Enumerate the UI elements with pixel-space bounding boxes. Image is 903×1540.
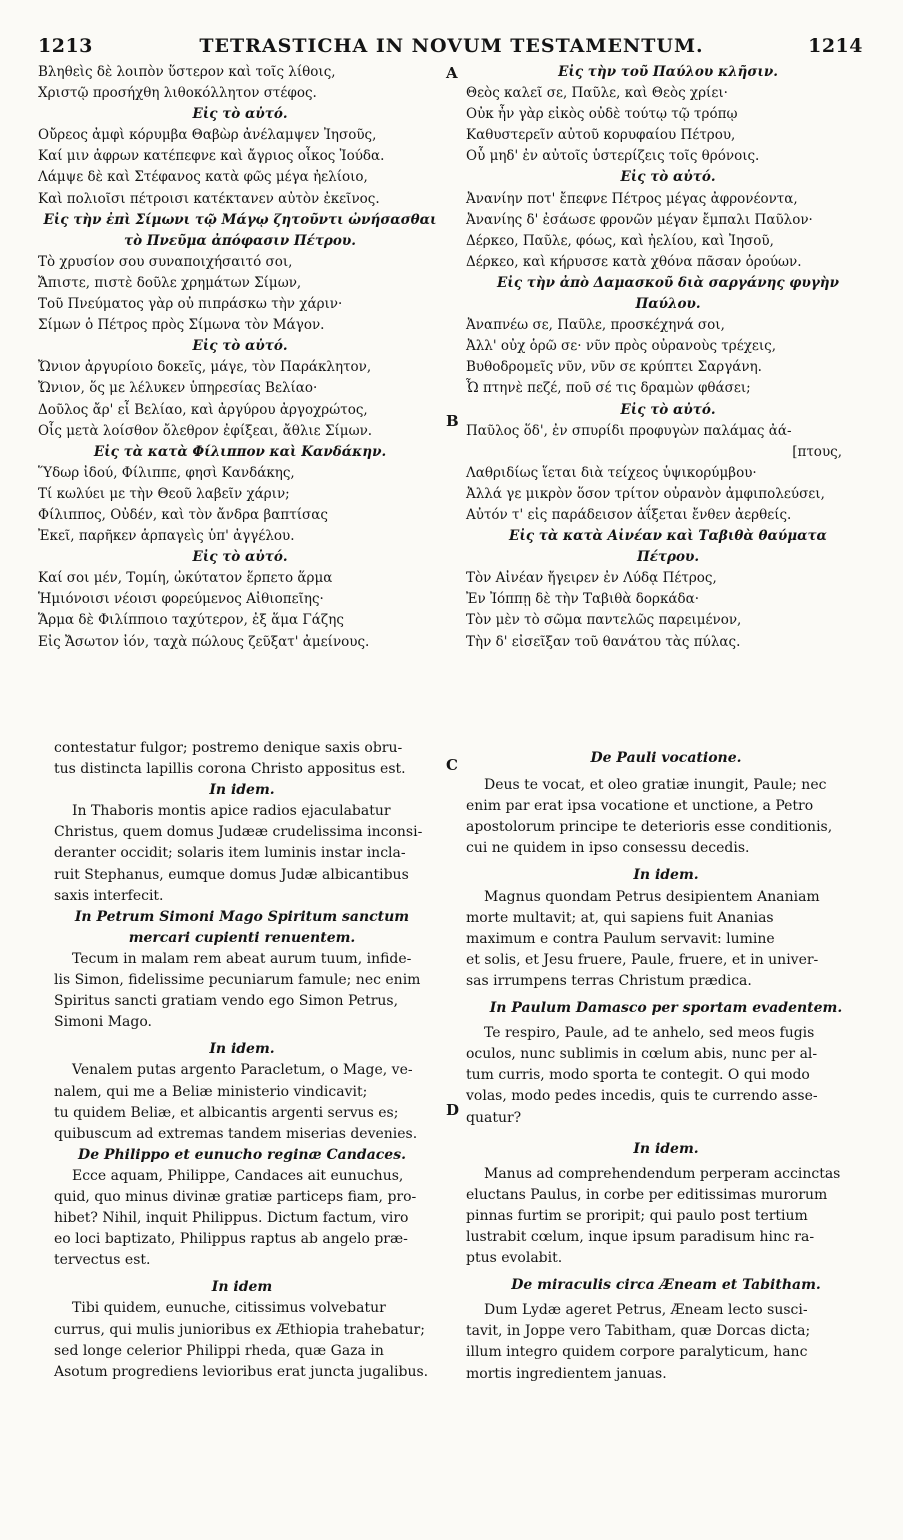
- section-heading: De Philippo et eunucho reginæ Candaces.: [78, 1146, 406, 1163]
- latin-line: Spiritus sancti gratiam vendo ego Simon Petrus,: [54, 993, 399, 1010]
- greek-line: Καὶ πολιοῖσι πέτροισι κατέκτανεν αὐτὸν ἐκεῖνος.: [38, 190, 380, 207]
- greek-line: Τὸ χρυσίον σου συναποιχήσαιτό σοι,: [38, 253, 293, 270]
- latin-column-left: [54, 738, 430, 1383]
- greek-line: Ἐν Ἰόππῃ δὲ τὴν Ταβιθὰ δορκάδα·: [466, 591, 700, 608]
- section-heading: De miraculis circa Æneam et Tabitham.: [511, 1277, 821, 1294]
- greek-line: Ἅρμα δὲ Φιλίπποιο ταχύτερον, ἐξ ἅμα Γάζης: [38, 612, 344, 629]
- section-heading: In idem.: [633, 1140, 699, 1157]
- latin-line: quid, quo minus divinæ gratiæ particeps fiam, pro-: [54, 1188, 417, 1205]
- latin-line: tu quidem Beliæ, et albicantis argenti servus es;: [54, 1104, 399, 1121]
- latin-line: illum integro quidem corpore paralyticum, hanc: [466, 1344, 808, 1361]
- greek-line: Ὦ πτηνὲ πεζέ, ποῦ σέ τις δραμὼν φθάσει;: [466, 380, 751, 397]
- section-heading: Εἰς τὸ αὐτό.: [192, 549, 288, 566]
- greek-line: Ἀναπνέω σε, Παῦλε, προσκέχηνά σοι,: [466, 317, 725, 334]
- page-number-left: 1213: [38, 35, 93, 57]
- greek-line: Βυθοδρομεῖς νῦν, νῦν σε κρύπτει Σαργάνη.: [466, 359, 762, 376]
- section-heading: τὸ Πνεῦμα ἀπόφασιν Πέτρου.: [124, 232, 356, 249]
- latin-line: et solis, et Jesu fruere, Paule, fruere, et in univer-: [466, 951, 819, 968]
- margin-letter: A: [446, 64, 458, 82]
- latin-line: saxis interfecit.: [54, 887, 164, 904]
- latin-line: sed longe celerior Philippi rheda, quæ Gaza in: [54, 1342, 384, 1359]
- greek-line: Καθυστερεῖν αὐτοῦ κορυφαίου Πέτρου,: [466, 127, 736, 144]
- greek-line: Χριστῷ προσήχθη λιθοκόλλητον στέφος.: [38, 85, 317, 102]
- section-heading: In Paulum Damasco per sportam evadentem.: [489, 1000, 843, 1017]
- greek-line: Οὗ μηδ' ἐν αὐτοῖς ὑστερίζεις τοῖς θρόνοις.: [466, 148, 760, 165]
- greek-line: Τὸν μὲν τὸ σῶμα παντελῶς παρειμένον,: [466, 612, 742, 629]
- greek-line: Τὴν δ' εἰσεῖξαν τοῦ θανάτου τὰς πύλας.: [466, 633, 741, 650]
- section-heading: Εἰς τὸ αὐτό.: [620, 401, 716, 418]
- greek-line: Θεὸς καλεῖ σε, Παῦλε, καὶ Θεὸς χρίει·: [466, 85, 728, 102]
- latin-line: currus, qui mulis junioribus ex Æthiopia trahebatur;: [54, 1321, 425, 1338]
- latin-line: lis Simon, fidelissime pecuniarum famule; nec enim: [54, 972, 421, 989]
- latin-line: Manus ad comprehendendum perperam accinctas: [484, 1165, 841, 1182]
- latin-line: tum curris, modo sporta te contegit. O qui modo: [466, 1067, 810, 1084]
- section-heading: Εἰς τὸ αὐτό.: [620, 169, 716, 186]
- greek-line: Οἷς μετὰ λοίσθον ὄλεθρον ἐφίξεαι, ἄθλιε Σίμων.: [38, 422, 373, 439]
- latin-line: mortis ingredientem januas.: [466, 1365, 667, 1382]
- latin-line: lustrabit cœlum, inque ipsum paradisum hinc ra-: [466, 1228, 815, 1245]
- latin-line: sas irrumpens terras Christum prædica.: [466, 972, 752, 989]
- running-title: TETRASTICHA IN NOVUM TESTAMENTUM.: [199, 35, 704, 57]
- greek-line: Οὐκ ἦν γὰρ εἰκὸς οὐδὲ τούτῳ τῷ τρόπῳ: [466, 106, 738, 123]
- section-heading: Πέτρου.: [636, 549, 700, 566]
- latin-line: nalem, qui me a Beliæ ministerio vindicavit;: [54, 1083, 368, 1100]
- greek-line: Ἀνανίην ποτ' ἔπεφνε Πέτρος μέγας ἀφρονέοντα,: [466, 190, 798, 207]
- latin-line: Deus te vocat, et oleo gratiæ inungit, Paule; nec: [484, 777, 827, 794]
- section-heading: In idem.: [209, 1041, 275, 1058]
- margin-letter: C: [446, 756, 458, 774]
- margin-letter: D: [446, 1101, 460, 1119]
- section-heading: Παύλου.: [635, 296, 701, 313]
- latin-line: Dum Lydæ ageret Petrus, Æneam lecto susci-: [484, 1302, 808, 1319]
- latin-line: Magnus quondam Petrus desipientem Ananiam: [484, 888, 820, 905]
- greek-line: Δέρκεο, Παῦλε, φόως, καὶ ἠελίου, καὶ Ἰησοῦ,: [466, 232, 774, 249]
- greek-line: Ἡμιόνοισι νέοισι φορεύμενος Αἰθιοπεῖης·: [38, 591, 324, 608]
- latin-line: enim par erat ipsa vocatione et unctione, a Petro: [466, 798, 814, 815]
- greek-line: Λαθριδίως ἵεται διὰ τείχεος ὑψικορύμβου·: [466, 464, 757, 481]
- latin-line: eluctans Paulus, in corbe per editissimas murorum: [466, 1186, 828, 1203]
- greek-line: Δοῦλος ἄρ' εἶ Βελίαο, καὶ ἀργύρου ἀργοχρώτος,: [38, 401, 368, 418]
- greek-line: Τὸν Αἰνέαν ἤγειρεν ἐν Λύδᾳ Πέτρος,: [466, 570, 717, 587]
- section-heading: In Petrum Simoni Mago Spiritum sanctum: [74, 908, 410, 925]
- greek-line: Ἐκεῖ, παρῆκεν ἁρπαγεὶς ὑπ' ἀγγέλου.: [38, 528, 295, 545]
- section-heading: Εἰς τὰ κατὰ Φίλιππον καὶ Κανδάκην.: [93, 443, 387, 460]
- greek-line: Ἀλλ' οὐχ ὁρῶ σε· νῦν πρὸς οὐρανοὺς τρέχεις,: [466, 338, 777, 355]
- latin-line: tervectus est.: [54, 1252, 151, 1269]
- latin-line: Ecce aquam, Philippe, Candaces ait eunuchus,: [72, 1167, 404, 1184]
- greek-line: Τοῦ Πνεύματος γὰρ οὐ πιπράσκω τὴν χάριν·: [38, 296, 343, 313]
- greek-line: Δέρκεο, καὶ κήρυσσε κατὰ χθόνα πᾶσαν ὁρούων.: [466, 253, 802, 270]
- latin-line: Christus, quem domus Judææ crudelissima inconsi-: [54, 824, 423, 841]
- section-heading: Εἰς τὰ κατὰ Αἰνέαν καὶ Ταβιθὰ θαύματα: [509, 528, 827, 545]
- section-heading: In idem.: [633, 867, 699, 884]
- latin-line: quatur?: [466, 1109, 522, 1126]
- latin-line: pinnas furtim se proripit; qui paulo post tertium: [466, 1207, 808, 1224]
- section-heading: In idem.: [209, 782, 275, 799]
- greek-line: Καί σοι μέν, Τομίη, ὠκύτατον ἕρπετο ἅρμα: [38, 570, 333, 587]
- greek-line: Ὤνιον ἀργυρίοιο δοκεῖς, μάγε, τὸν Παράκλητον,: [38, 359, 372, 376]
- margin-letter: B: [446, 412, 459, 430]
- latin-line: Tibi quidem, eunuche, citissimus volvebatur: [72, 1300, 386, 1317]
- latin-line: ptus evolabit.: [466, 1250, 563, 1267]
- greek-line: Βληθεὶς δὲ λοιπὸν ὕστερον καὶ τοῖς λίθοις,: [38, 64, 336, 80]
- latin-line: Venalem putas argento Paracletum, o Mage, ve-: [72, 1062, 413, 1079]
- section-heading: Εἰς τὴν ἀπὸ Δαμασκοῦ διὰ σαργάνης φυγὴν: [497, 274, 839, 291]
- latin-line: contestatur fulgor; postremo denique saxis obru-: [54, 740, 403, 756]
- section-heading: Εἰς τὴν τοῦ Παύλου κλῆσιν.: [558, 64, 778, 80]
- greek-line: Σίμων ὁ Πέτρος πρὸς Σίμωνα τὸν Μάγον.: [38, 317, 325, 334]
- latin-line: Tecum in malam rem abeat aurum tuum, infide-: [72, 950, 412, 967]
- greek-line: Εἰς Ἄσωτον ἰόν, ταχὰ πώλους ζεῦξατ' ἀμείνους.: [38, 633, 370, 650]
- latin-line: apostolorum principe te deterioris esse conditionis,: [466, 819, 833, 836]
- greek-line: Τί κωλύει με τὴν Θεοῦ λαβεῖν χάριν;: [38, 485, 290, 502]
- greek-column-left: [38, 62, 442, 653]
- latin-line: Simoni Mago.: [54, 1014, 152, 1031]
- latin-line: cui ne quidem in ipso consessu decedis.: [466, 840, 750, 857]
- greek-line: Ἀνανίης δ' ἐσάωσε φρονῶν μέγαν ἔμπαλι Παῦλον·: [466, 211, 813, 228]
- latin-line: tus distincta lapillis corona Christo appositus est.: [54, 761, 406, 778]
- greek-line: Ἀλλά γε μικρὸν ὅσον τρίτον οὐρανὸν ἀμφιπολεύσει,: [466, 485, 825, 502]
- latin-line: ruit Stephanus, eumque domus Judæ albicantibus: [54, 866, 409, 883]
- greek-column-right: [466, 62, 870, 653]
- greek-line: [πτους,: [792, 443, 842, 460]
- latin-line: morte multavit; at, qui sapiens fuit Ananias: [466, 909, 774, 926]
- greek-line: Ὕδωρ ἰδού, Φίλιππε, φησὶ Κανδάκης,: [38, 464, 295, 481]
- greek-line: Λάμψε δὲ καὶ Στέφανος κατὰ φῶς μέγα ἠελίοιο,: [38, 169, 368, 186]
- latin-line: volas, modo pedes incedis, quis te currendo asse-: [466, 1088, 818, 1105]
- section-heading: In idem: [211, 1279, 273, 1296]
- latin-line: Asotum progrediens levioribus erat juncta jugalibus.: [54, 1363, 429, 1380]
- latin-column-right: [466, 748, 866, 1385]
- greek-line: Φίλιππος, Οὐδέν, καὶ τὸν ἄνδρα βαπτίσας: [38, 506, 328, 523]
- greek-line: Οὔρεος ἀμφὶ κόρυμβα Θαβὼρ ἀνέλαμψεν Ἰησοῦς,: [38, 127, 377, 144]
- greek-line: Καί μιν ἀφρων κατέπεφνε καὶ ἄγριος οἶκος Ἰούδα.: [38, 148, 385, 165]
- section-heading: Εἰς τὸ αὐτό.: [192, 106, 288, 123]
- page-number-right: 1214: [808, 35, 863, 57]
- greek-line: Αὐτόν τ' εἰς παράδεισον ἀΐξεται ἔνθεν ἀερθείς.: [466, 506, 792, 523]
- section-heading: De Pauli vocatione.: [590, 750, 742, 766]
- latin-line: oculos, nunc sublimis in cœlum abis, nunc per al-: [466, 1046, 818, 1063]
- latin-line: eo loci baptizato, Philippus raptus ab angelo præ-: [54, 1231, 408, 1248]
- latin-line: hibet? Nihil, inquit Philippus. Dictum factum, viro: [54, 1210, 409, 1227]
- greek-line: Ἄπιστε, πιστὲ δοῦλε χρημάτων Σίμων,: [38, 274, 302, 291]
- latin-line: quibuscum ad extremas tandem miserias devenies.: [54, 1125, 418, 1142]
- latin-line: tavit, in Joppe vero Tabitham, quæ Dorcas dicta;: [466, 1323, 811, 1340]
- section-heading: Εἰς τὸ αὐτό.: [192, 338, 288, 355]
- latin-line: deranter occidit; solaris item luminis instar incla-: [54, 845, 406, 862]
- latin-line: maximum e contra Paulum servavit: lumine: [466, 930, 775, 947]
- section-heading: mercari cupienti renuentem.: [128, 929, 356, 946]
- latin-line: In Thaboris montis apice radios ejaculabatur: [72, 803, 391, 820]
- latin-line: Te respiro, Paule, ad te anhelo, sed meos fugis: [484, 1025, 815, 1042]
- greek-line: Παῦλος ὅδ', ἐν σπυρίδι προφυγὼν παλάμας ἀά-: [466, 422, 792, 439]
- greek-line: Ὤνιον, ὅς με λέλυκεν ὑπηρεσίας Βελίαο·: [38, 380, 318, 397]
- section-heading: Εἰς τὴν ἐπὶ Σίμωνι τῷ Μάγῳ ζητοῦντι ὠνήσασθαι: [43, 211, 437, 228]
